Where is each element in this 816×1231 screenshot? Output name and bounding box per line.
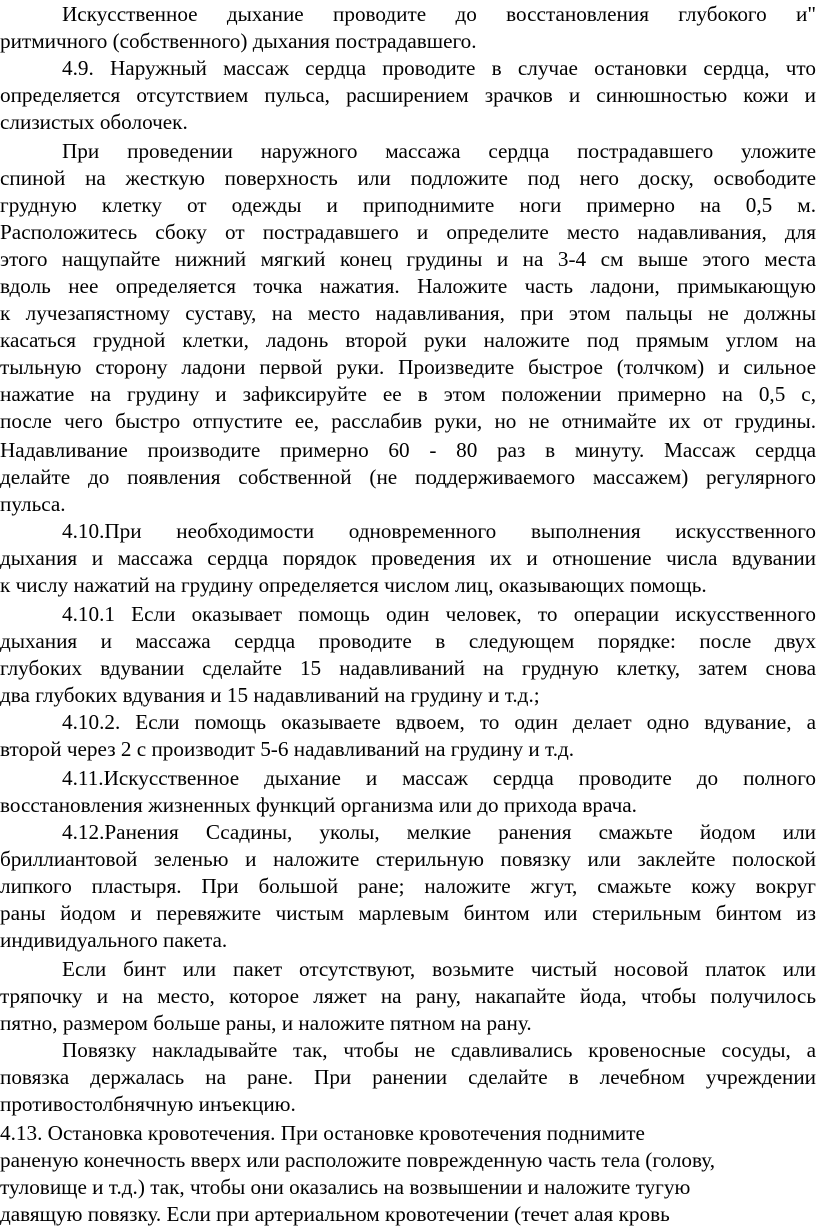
text-line: глубоких вдувании сделайте 15 надавливаний на грудную клетку, затем снова	[0, 656, 816, 680]
text-line: противостолбнячную инъекцию.	[0, 1092, 296, 1116]
text-line: 4.10.2. Если помощь оказываете вдвоем, то один делает одно вдувание, а	[62, 710, 816, 734]
text-line: пятно, размером больше раны, и наложите пятном на рану.	[0, 1011, 532, 1035]
text-line: раны йодом и перевяжите чистым марлевым бинтом или стерильным бинтом из	[0, 901, 816, 925]
text-line: два глубоких вдувания и 15 надавливаний на грудину и т.д.;	[0, 683, 540, 707]
text-line: 4.12.Ранения Ссадины, уколы, мелкие ранения смажьте йодом или	[62, 820, 816, 844]
text-line: Расположитесь сбоку от пострадавшего и определите место надавливания, для	[0, 220, 816, 244]
text-line: восстановления жизненных функций организма или до прихода врача.	[0, 793, 637, 817]
text-line: 4.13. Остановка кровотечения. При остановке кровотечения поднимите	[0, 1121, 645, 1145]
text-line: повязка держалась на ране. При ранении сделайте в лечебном учреждении	[0, 1065, 816, 1089]
text-line: после чего быстро отпустите ее, расслабив руки, но не отнимайте их от грудины.	[0, 409, 816, 433]
text-line: грудную клетку от одежды и приподнимите ноги примерно на 0,5 м.	[0, 193, 816, 217]
text-line: тряпочку и на место, которое ляжет на рану, накапайте йода, чтобы получилось	[0, 984, 816, 1008]
text-line: 4.10.1 Если оказывает помощь один человек, то операции искусственного	[62, 602, 816, 626]
text-line: ритмичного (собственного) дыхания пострадавшего.	[0, 29, 477, 53]
text-line: При проведении наружного массажа сердца пострадавшего уложите	[62, 139, 816, 163]
text-line: раненую конечность вверх или расположите поврежденную часть тела (голову,	[0, 1148, 716, 1172]
text-line: этого нащупайте нижний мягкий конец грудины и на 3-4 см выше этого места	[0, 247, 816, 271]
text-line: Искусственное дыхание проводите до восстановления глубокого и"	[62, 2, 816, 26]
text-line: спиной на жесткую поверхность или подложите под него доску, освободите	[0, 166, 816, 190]
text-line: слизистых оболочек.	[0, 110, 188, 134]
text-line: тыльную сторону ладони первой руки. Произведите быстрое (толчком) и сильное	[0, 355, 816, 379]
text-line: Если бинт или пакет отсутствуют, возьмите чистый носовой платок или	[62, 957, 816, 981]
text-line: второй через 2 с производит 5-6 надавливаний на грудину и т.д.	[0, 737, 575, 761]
text-line: 4.9. Наружный массаж сердца проводите в случае остановки сердца, что	[62, 56, 816, 80]
text-line: касаться грудной клетки, ладонь второй руки наложите под прямым углом на	[0, 328, 816, 352]
text-line: 4.10.При необходимости одновременного выполнения искусственного	[62, 519, 816, 543]
text-line: пульса.	[0, 492, 66, 516]
text-line: к лучезапястному суставу, на место надавливания, при этом пальцы не должны	[0, 301, 816, 325]
text-line: Надавливание производите примерно 60 - 80 раз в минуту. Массаж сердца	[0, 438, 816, 462]
text-line: липкого пластыря. При большой ране; наложите жгут, смажьте кожу вокруг	[0, 874, 816, 898]
text-line: туловище и т.д.) так, чтобы они оказались на возвышении и наложите тугую	[0, 1175, 691, 1199]
text-line: нажатие на грудину и зафиксируйте ее в этом положении примерно на 0,5 с,	[0, 382, 816, 406]
text-line: дыхания и массажа сердца проводите в следующем порядке: после двух	[0, 629, 816, 653]
text-line: делайте до появления собственной (не поддерживаемого массажем) регулярного	[0, 465, 816, 489]
text-line: бриллиантовой зеленью и наложите стерильную повязку или заклейте полоской	[0, 847, 816, 871]
text-line: дыхания и массажа сердца порядок проведения их и отношение числа вдувании	[0, 546, 816, 570]
text-line: к числу нажатий на грудину определяется числом лиц, оказывающих помощь.	[0, 573, 707, 597]
text-line: индивидуального пакета.	[0, 928, 228, 952]
text-line: 4.11.Искусственное дыхание и массаж сердца проводите до полного	[62, 766, 816, 790]
text-line: Повязку накладывайте так, чтобы не сдавливались кровеносные сосуды, а	[62, 1038, 816, 1062]
text-line: определяется отсутствием пульса, расширением зрачков и синюшностью кожи и	[0, 83, 816, 107]
text-line: давящую повязку. Если при артериальном кровотечении (течет алая кровь	[0, 1202, 670, 1226]
text-line: вдоль нее определяется точка нажатия. Наложите часть ладони, примыкающую	[0, 274, 816, 298]
